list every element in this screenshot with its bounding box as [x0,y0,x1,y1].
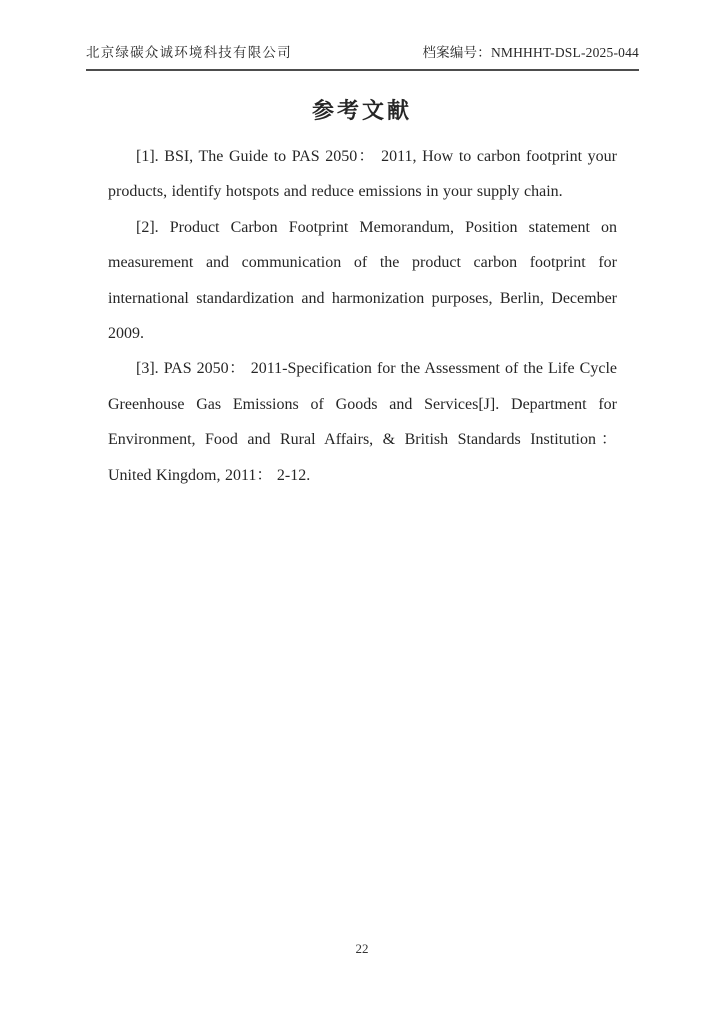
archive-number-label: 档案编号： [422,45,491,60]
archive-number [422,44,639,62]
archive-number-value: NMHHHT-DSL-2025-044 [490,45,639,60]
page-footer [0,941,724,957]
reference-item: [3]. PAS 2050： 2011-Specification for the Assessment of the Life Cycle Greenhouse Gas Emissions of Goods and Services[J]. Department for Environment, Food and Rural Affairs, & British Standards Institution： United Kingdom, 2011： 2-12. [108,360,617,484]
page-header [86,44,639,71]
company-name: 北京绿碳众诚环境科技有限公司 [86,45,292,60]
reference-item: [1]. BSI, The Guide to PAS 2050： 2011, How to carbon footprint your products, identify hotspots and reduce emissions in your supply chain. [108,148,617,201]
references-list [108,139,617,493]
page-number: 22 [355,941,369,956]
references-title: 参考文献 [311,98,412,123]
reference-item: [2]. Product Carbon Footprint Memorandum, Position statement on measurement and communication of the product carbon footprint for international standardization and harmonization purposes, Berlin, December 2009. [108,218,617,343]
